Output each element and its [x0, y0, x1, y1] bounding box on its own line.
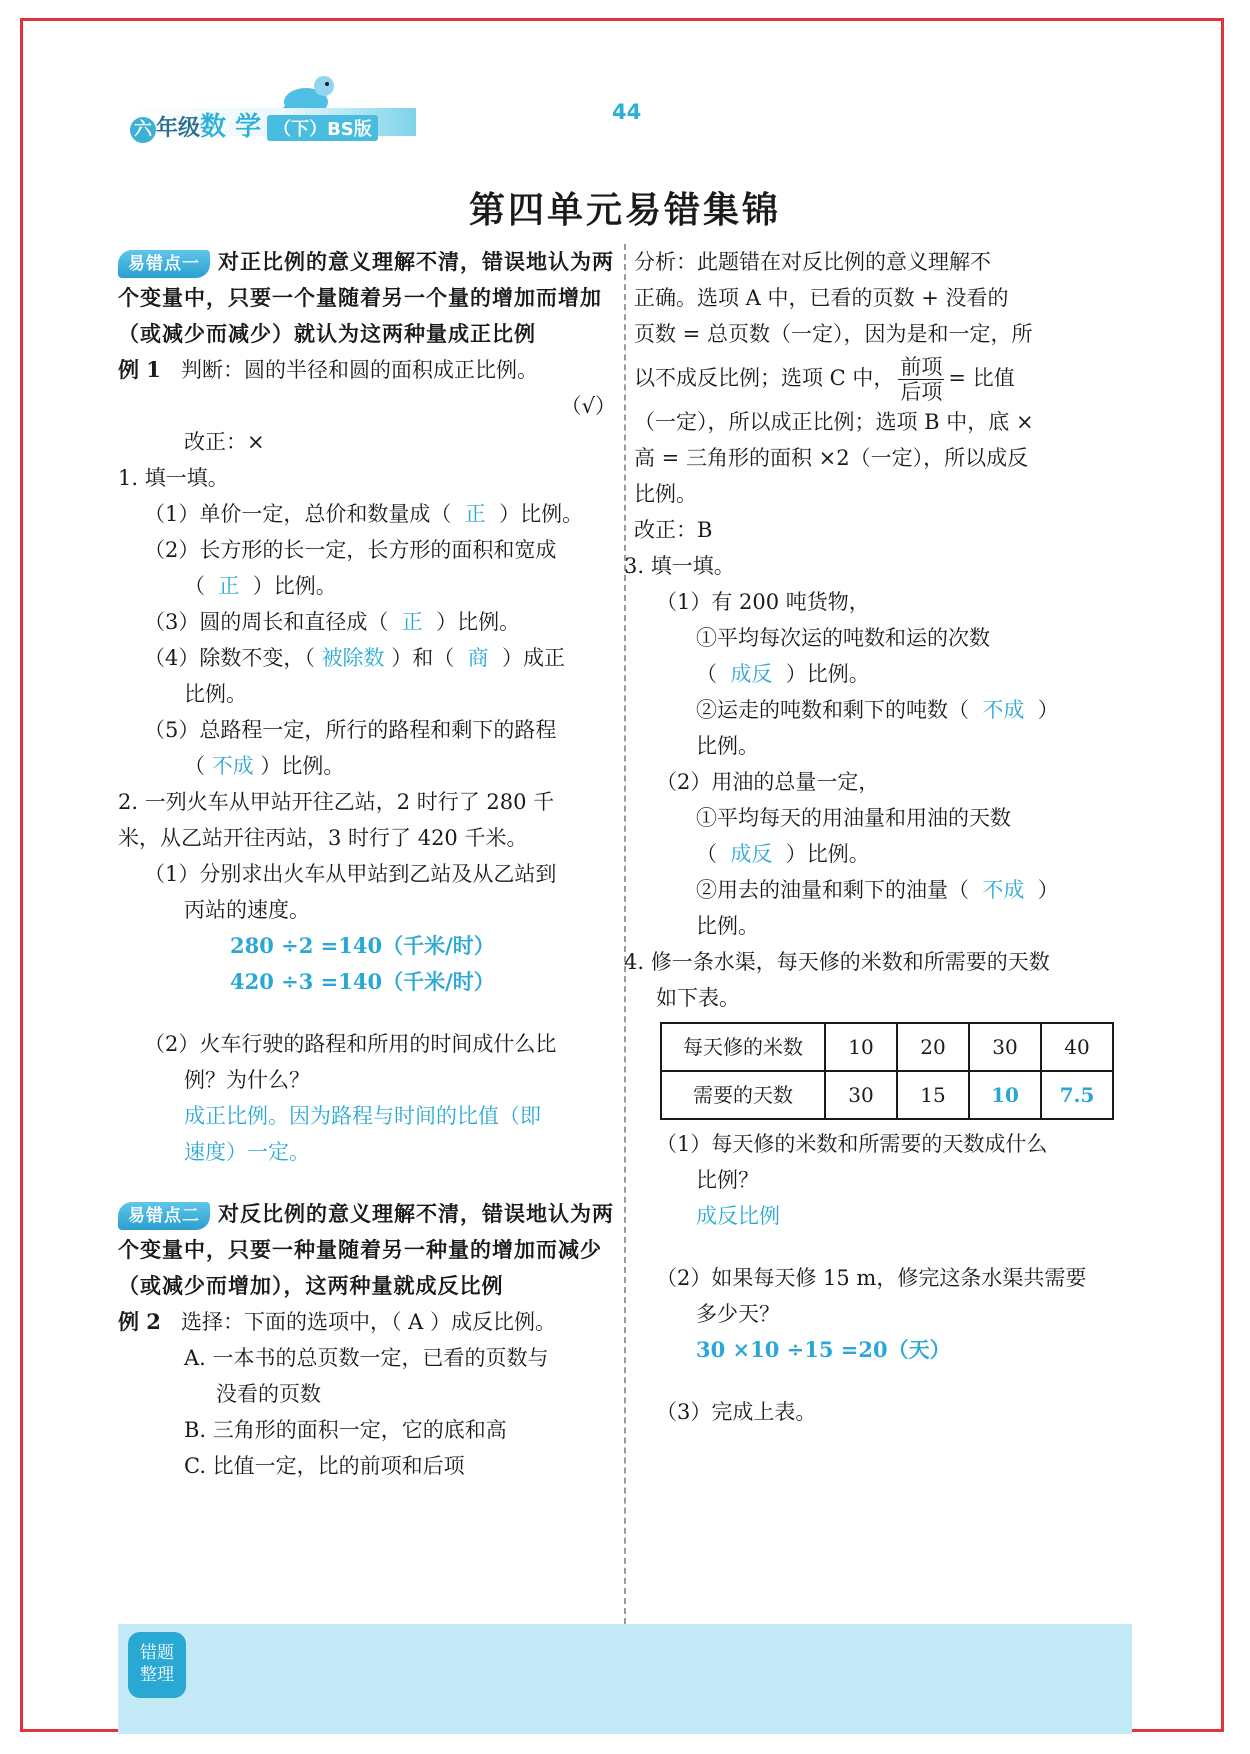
book-header	[128, 72, 416, 142]
example-1-answer: （√）	[560, 394, 616, 418]
example-1-fix: 改正：×	[184, 430, 265, 454]
q1-item-2-line2: （ 正 ）比例。	[184, 574, 337, 598]
q2-item-1-line2: 丙站的速度。	[184, 898, 310, 922]
grade-badge: 六	[130, 117, 156, 143]
q4-answer-2: 30 ×10 ÷15 =20（天）	[696, 1337, 951, 1362]
q3-item-2: （2）用油的总量一定，	[656, 770, 880, 794]
analysis-line-5: （一定），所以成正比例；选项 B 中，底 ×	[634, 410, 1034, 434]
q1-item-5-line2: （ 不成 ）比例。	[184, 754, 345, 778]
q4-item-1-line2: 比例？	[696, 1168, 759, 1192]
q2-item-2: （2）火车行驶的路程和所用的时间成什么比	[144, 1032, 557, 1056]
question-2-head-line2: 米，从乙站开往丙站，3 时行了 420 千米。	[118, 826, 528, 850]
q4-item-2-line2: 多少天？	[696, 1302, 780, 1326]
error-point-1: 易错点一 对正比例的意义理解不清，错误地认为两个变量中，只要一个量随着另一个量的增加而增加（或减少而减少）就认为这两种量成正比例	[118, 249, 614, 346]
grade-label: 年级	[156, 116, 201, 141]
analysis-line-7: 比例。	[634, 482, 697, 506]
analysis-fix: 改正：B	[634, 518, 713, 542]
example-2: 例 2 选择：下面的选项中，（ A ）成反比例。	[118, 1309, 557, 1334]
analysis-line-4: 以不成反比例；选项 C 中， $\frac{\text{前项}}{\text{后项}}$ = 比值	[634, 355, 1015, 404]
subject-label: 数 学	[200, 112, 262, 142]
table-cell: 30	[969, 1023, 1041, 1071]
question-2-head: 2. 一列火车从甲站开往乙站，2 时行了 280 千	[118, 790, 555, 814]
table-cell-answer: 7.5	[1041, 1071, 1113, 1119]
q3-item-1a: ①平均每次运的吨数和运的次数	[696, 626, 990, 650]
mistake-notes-area[interactable]	[118, 1624, 1132, 1734]
q2-answer-1: 280 ÷2 =140（千米/时）	[230, 933, 495, 958]
edition-label: （下）BS版	[267, 115, 378, 141]
option-c: C. 比值一定，比的前项和后项	[184, 1454, 465, 1478]
q3-item-1b-line2: 比例。	[696, 734, 759, 758]
mistake-notes-icon: 错题 整理	[128, 1632, 186, 1698]
q4-item-3: （3）完成上表。	[656, 1400, 817, 1424]
q2-item-2-line2: 例？为什么？	[184, 1068, 310, 1092]
q1-item-1: （1）单价一定，总价和数量成（ 正 ）比例。	[144, 502, 584, 526]
error-point-badge: 易错点二	[118, 1202, 210, 1230]
analysis-line-1: 分析：此题错在对反比例的意义理解不	[634, 250, 991, 274]
table-row-label: 每天修的米数	[661, 1023, 825, 1071]
example-1: 例 1 判断：圆的半径和圆的面积成正比例。	[118, 357, 538, 382]
option-a: A. 一本书的总页数一定，已看的页数与	[184, 1346, 549, 1370]
q3-item-1a-line2: （ 成反 ）比例。	[696, 662, 870, 686]
q3-item-2b: ②用去的油量和剩下的油量（ 不成 ）	[696, 878, 1059, 902]
option-a-line2: 没看的页数	[216, 1382, 321, 1406]
table-row-label: 需要的天数	[661, 1071, 825, 1119]
q2-answer-3-line2: 速度）一定。	[184, 1140, 310, 1164]
table-cell: 10	[825, 1023, 897, 1071]
q3-item-2a-line2: （ 成反 ）比例。	[696, 842, 870, 866]
fraction: $\frac{\text{前项}}{\text{后项}}$	[900, 355, 943, 404]
q3-item-2b-line2: 比例。	[696, 914, 759, 938]
q1-item-4-line2: 比例。	[184, 682, 247, 706]
q3-item-2a: ①平均每天的用油量和用油的天数	[696, 806, 1011, 830]
column-divider	[624, 244, 626, 1624]
error-point-2: 易错点二 对反比例的意义理解不清，错误地认为两个变量中，只要一种量随着另一种量的增加而减少（或减少而增加），这两种量就成反比例	[118, 1201, 614, 1298]
q1-item-3: （3）圆的周长和直径成（ 正 ）比例。	[144, 610, 521, 634]
question-3-head: 3. 填一填。	[624, 554, 735, 578]
table-cell: 40	[1041, 1023, 1113, 1071]
q4-answer-1: 成反比例	[696, 1204, 780, 1228]
analysis-line-6: 高 = 三角形的面积 ×2（一定），所以成反	[634, 446, 1029, 470]
table-row	[661, 1071, 1113, 1119]
q2-answer-3: 成正比例。因为路程与时间的比值（即	[184, 1104, 541, 1128]
error-point-badge: 易错点一	[118, 250, 210, 278]
page-number: 44	[612, 100, 642, 124]
q2-item-1: （1）分别求出火车从甲站到乙站及从乙站到	[144, 862, 557, 886]
q4-item-2: （2）如果每天修 15 m，修完这条水渠共需要	[656, 1266, 1087, 1290]
analysis-line-3: 页数 = 总页数（一定），因为是和一定，所	[634, 322, 1033, 346]
table-cell: 30	[825, 1071, 897, 1119]
q2-answer-2: 420 ÷3 =140（千米/时）	[230, 969, 495, 994]
question-1-head: 1. 填一填。	[118, 466, 229, 490]
q3-item-1: （1）有 200 吨货物，	[656, 590, 870, 614]
data-table	[660, 1022, 1114, 1120]
question-4-head: 4. 修一条水渠，每天修的米数和所需要的天数	[624, 950, 1050, 974]
table-cell-answer: 10	[969, 1071, 1041, 1119]
page-title: 第四单元易错集锦	[468, 189, 781, 231]
left-column	[118, 244, 616, 1484]
q1-item-5: （5）总路程一定，所行的路程和剩下的路程	[144, 718, 557, 742]
table-cell: 20	[897, 1023, 969, 1071]
table-row	[661, 1023, 1113, 1071]
option-b: B. 三角形的面积一定，它的底和高	[184, 1418, 507, 1442]
table-cell: 15	[897, 1071, 969, 1119]
q1-item-2: （2）长方形的长一定，长方形的面积和宽成	[144, 538, 557, 562]
question-4-head-line2: 如下表。	[656, 986, 740, 1010]
q3-item-1b: ②运走的吨数和剩下的吨数（ 不成 ）	[696, 698, 1059, 722]
analysis-line-2: 正确。选项 A 中，已看的页数 + 没看的	[634, 286, 1009, 310]
q4-item-1: （1）每天修的米数和所需要的天数成什么	[656, 1132, 1048, 1156]
right-column	[624, 244, 1132, 1430]
q1-item-4: （4）除数不变，（ 被除数 ）和（ 商 ）成正	[144, 646, 565, 670]
